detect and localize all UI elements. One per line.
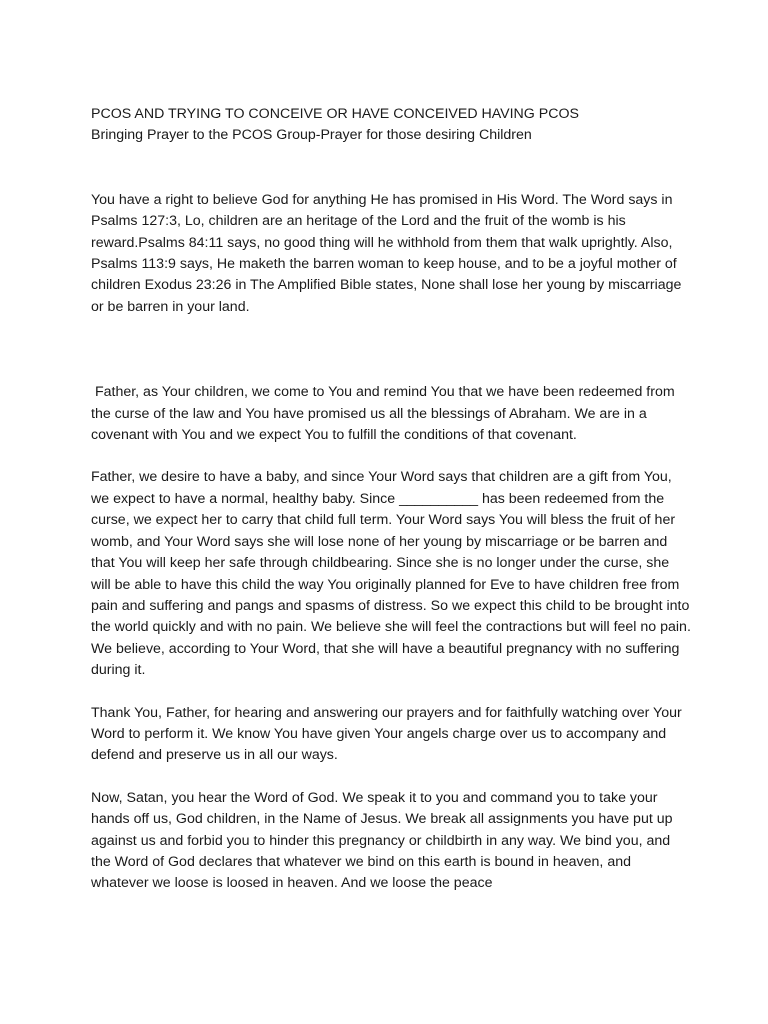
spacer: [91, 767, 691, 788]
document-body: [91, 104, 691, 895]
spacer: [91, 147, 691, 190]
paragraph-thanks: Thank You, Father, for hearing and answering our prayers and for faithfully watching over Your Word to perform it. We know You have given Your angels charge over us to accompany and defend and preserve us in all our ways.: [91, 704, 682, 764]
paragraph-covenant: Father, as Your children, we come to You and remind You that we have been redeemed from the curse of the law and You have promised us all the blessings of Abraham. We are in a covenant with You and we expect You to fulfill the conditions of that covenant.: [91, 384, 679, 444]
paragraph-baby: Father, we desire to have a baby, and since Your Word says that children are a gift from You, we expect to have a normal, healthy baby. Since __________ has been redeemed from the curse, we expect her to carry that child full term. Your Word says You will bless the fruit of her womb, and Your Word says she will lose none of her young by miscarriage or be barren and that You will keep her safe through childbearing. Since she is no longer under the curse, she will be able to have this child the way You originally planned for Eve to have children free from pain and suffering and pangs and spasms of distress. So we expect this child to be brought into the world quickly and with no pain. We believe she will feel the contractions but will feel no pain. We believe, according to Your Word, that she will have a beautiful pregnancy with no suffering during it.: [91, 469, 691, 679]
paragraph-satan: Now, Satan, you hear the Word of God. We speak it to you and command you to take your hands off us, God children, in the Name of Jesus. We break all assignments you have put up against us and forbid you to hinder this pregnancy or childbirth in any way. We bind you, and the Word of God declares that whatever we bind on this earth is bound in heaven, and whatever we loose is loosed in heaven. And we loose the peace: [91, 789, 673, 892]
spacer: [91, 446, 691, 467]
document-title: PCOS AND TRYING TO CONCEIVE OR HAVE CONCEIVED HAVING PCOS: [91, 106, 579, 122]
paragraph-intro: You have a right to believe God for anything He has promised in His Word. The Word says in Psalms 127:3, Lo, children are an heritage of the Lord and the fruit of the womb is his reward.Psalms 84:11 says, no good thing will he withhold from them that walk uprightly. Also, Psalms 113:9 says, He maketh the barren woman to keep house, and to be a joyful mother of children Exodus 23:26 in The Amplified Bible states, None shall lose her young by miscarriage or be barren in your land.: [91, 191, 682, 315]
spacer: [91, 682, 691, 703]
spacer: [91, 318, 691, 382]
document-subtitle: Bringing Prayer to the PCOS Group-Prayer for those desiring Children: [91, 127, 532, 144]
